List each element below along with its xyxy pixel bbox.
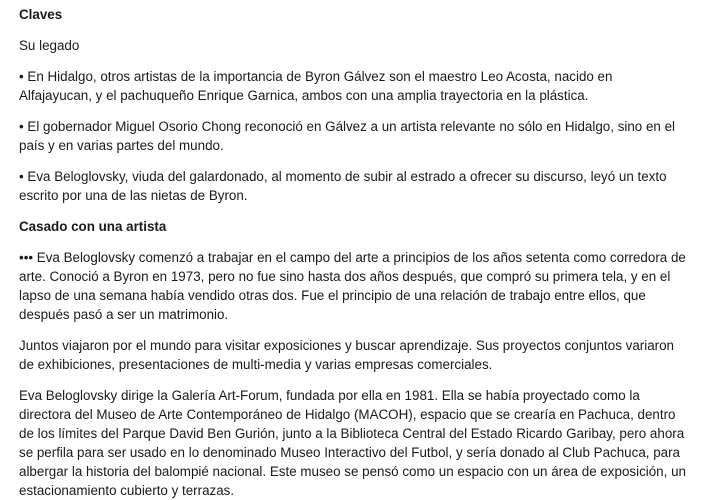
body-paragraph: Eva Beloglovsky dirige la Galería Art-Forum, fundada por ella en 1981. Ella se había proyectado como la directora del Museo de Arte Contemporáneo de Hidalgo (MACOH), espacio que se crearía en Pachuca, dentro de los límites del Parque David Ben Gurión, junto a la Biblioteca Central del Estado Ricardo Garibay, pero ahora se perfila para ser usado en lo denominado Museo Interactivo del Futbol, y sería donado al Club Pachuca, para albergar la historia del balompié nacional. Este museo se pensó como un espacio con un área de exposición, un estacionamiento cubierto y terrazas. xyxy=(19,388,686,498)
section-heading-casado: Casado con una artista xyxy=(19,219,167,234)
bullet-paragraph: • Eva Beloglovsky, viuda del galardonado, al momento de subir al estrado a ofrecer su discurso, leyó un texto escrito por una de las nietas de Byron. xyxy=(19,169,667,203)
body-paragraph: Juntos viajaron por el mundo para visitar exposiciones y buscar aprendizaje. Sus proyectos conjuntos variaron de exhibiciones, presentaciones de multi-media y varias empresas comerciales. xyxy=(19,338,675,372)
bullet-paragraph: • El gobernador Miguel Osorio Chong reconoció en Gálvez a un artista relevante no sólo en Hidalgo, sino en el país y en varias partes del mundo. xyxy=(19,119,676,153)
body-paragraph: ••• Eva Beloglovsky comenzó a trabajar en el campo del arte a principios de los años setenta como corredora de arte. Conoció a Byron en 1973, pero no fue sino hasta dos años después, que compró su primera tela, y en el lapso de una semana había vendido otras dos. Fue el principio de una relación de trabajo entre ellos, que después pasó a ser un matrimonio. xyxy=(19,250,686,322)
bullet-paragraph: • En Hidalgo, otros artistas de la importancia de Byron Gálvez son el maestro Leo Acosta, nacido en Alfajayucan, y el pachuqueño Enrique Garnica, ambos con una amplia trayectoria en la plástica. xyxy=(19,69,613,103)
section-heading-claves: Claves xyxy=(19,7,63,22)
section-subheading-legado: Su legado xyxy=(19,38,80,53)
